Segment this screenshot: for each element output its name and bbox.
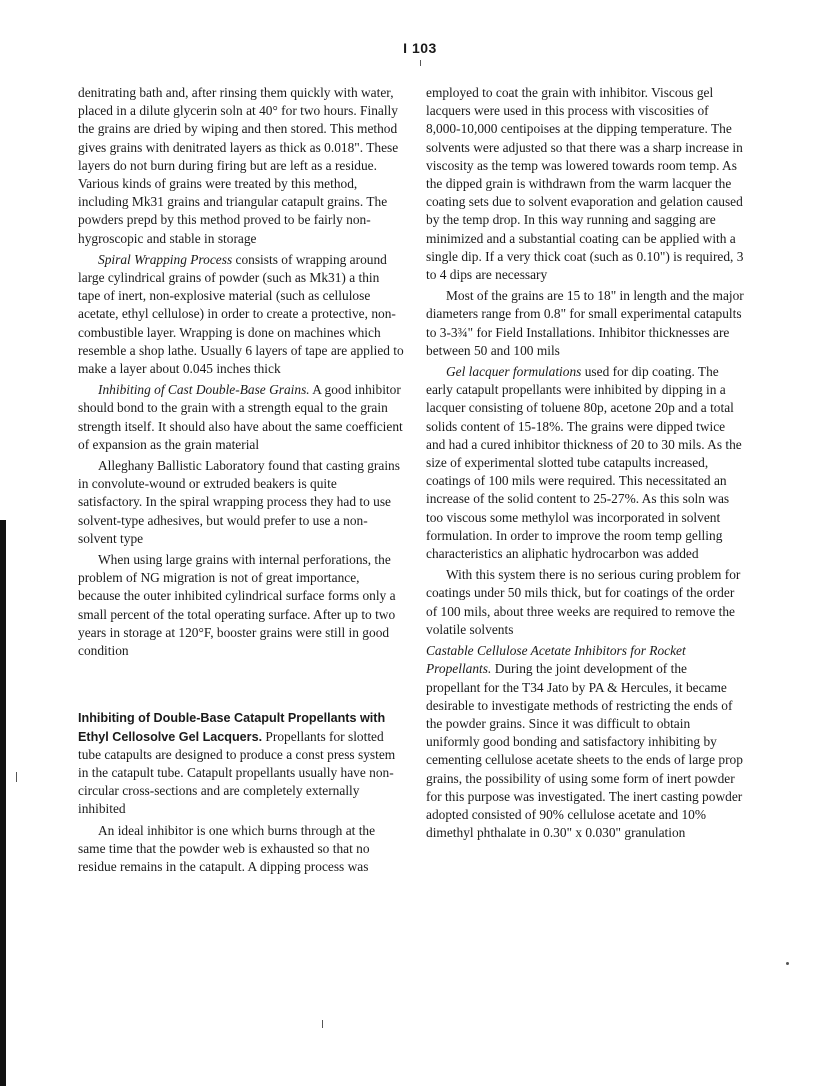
paragraph-text: A good inhibitor should bond to the grain with a strength equal to the grain strength itself. It should also have about the same coefficient of expansion as the grain material	[78, 382, 403, 452]
paragraph-castable-cellulose	[426, 642, 744, 842]
scan-mark	[322, 1020, 323, 1028]
right-column	[426, 84, 744, 845]
paragraph-ideal-inhibitor: An ideal inhibitor is one which burns through at the same time that the powder web is exhausted so that no residue remains in the catapult. A dipping process was	[78, 822, 376, 874]
run-in-title: Inhibiting of Cast Double-Base Grains.	[98, 382, 310, 398]
paragraph-large-grains: When using large grains with internal perforations, the problem of NG migration is not of great importance, because the outer inhibited cylindrical surface forms only a small percent of the total operating surface. After up to two years in storage at 120°F, booster grains were still in good condition	[78, 552, 396, 659]
scan-mark	[16, 772, 17, 782]
section-gap	[78, 663, 404, 709]
paragraph-curing: With this system there is no serious curing problem for coatings under 50 mils thick, but for coatings of the order of 100 mils, about three weeks are required to remove the volatile solvents	[426, 567, 741, 637]
paragraph-catapult-section	[78, 709, 404, 818]
run-in-title: Spiral Wrapping Process	[98, 251, 233, 267]
paragraph-text: consists of wrapping around large cylindrical grains of powder (such as Mk31) a thin tape of inert, non-explosive material (such as cellulose acetate, ethyl cellulose) in order to create a protective, non-combustible layer. Wrapping is done on machines which resemble a shop lathe. Usually 6 layers of tape are applied to make a layer about 0.045 inches thick	[78, 251, 404, 377]
paragraph-text: used for dip coating. The early catapult propellants were inhibited by dipping in a lacquer consisting of toluene 80p, acetone 20p and a total solids content of 15-18%. The grains were dipped twice and had a cured inhibitor thickness of 20 to 30 mils. As the size of experimental slotted tube catapults increased, coatings of 100 mils were required. This necessitated an increase of the solid content to 25-27%. As this soln was too viscous some methylol was incorporated in solvent formulation. In order to improve the room temp gelling characteristics an aliphatic hydrocarbon was added	[426, 364, 742, 562]
paragraph-text: During the joint development of the propellant for the T34 Jato by PA & Hercules, it became desirable to investigate methods of restricting the ends of the powder grains. Since it was difficult to obtain uniformly good bonding and satisfactory inhibiting by cementing cellulose acetate sheets to the ends of large prop grains, the possibility of using some form of inert powder for this purpose was investigated. The inert casting powder adopted consisted of 90% cellulose acetate and 10% dimethyl phthalate in 0.30" x 0.030" granulation	[426, 661, 743, 841]
paragraph-spiral-wrapping	[78, 251, 404, 378]
paragraph-cast-double-base	[78, 381, 404, 454]
left-column	[78, 84, 404, 879]
section-heading: Inhibiting of Double-Base Catapult Propellants with Ethyl Cellosolve Gel Lacquers.	[78, 711, 386, 744]
paragraph-gel-lacquer	[426, 363, 744, 563]
paragraph-dipping: employed to coat the grain with inhibitor. Viscous gel lacquers were used in this process with viscosities of 8,000-10,000 centipoises at the dipping temperature. The solvents were adjusted so that there was a sharp increase in viscosity as the temp was lowered towards room temp. As the dipped grain is withdrawn from the warm lacquer the coating sets due to solvent evaporation and gelation caused by the temp drop. In this way running and sagging are minimized and a substantial coating can be applied with a single dip. If a very thick coat (such as 0.10") is required, 3 to 4 dips are necessary	[426, 85, 744, 283]
scan-binding-edge	[0, 520, 6, 1086]
scan-mark	[786, 962, 789, 965]
paragraph-alleghany: Alleghany Ballistic Laboratory found that casting grains in convolute-wound or extruded beakers is quite satisfactory. In the spiral wrapping process they had to use solvent-type adhesives, but would prefer to use a non-solvent type	[78, 458, 400, 546]
paragraph-denitrating: denitrating bath and, after rinsing them quickly with water, placed in a dilute glycerin soln at 40° for two hours. Finally the grains are dried by wiping and then stored. This method gives grains with denitrated layers as thick as 0.018". These layers do not burn during firing but are left as a residue. Various kinds of grains were treated by this method, including Mk31 grains and triangular catapult grains. The powders prepd by this method proved to be fairly non-hygroscopic and stable in storage	[78, 85, 399, 246]
run-in-title: Castable Cellulose Acetate Inhibitors for Rocket Propellants.	[426, 643, 686, 677]
run-in-title: Gel lacquer formulations	[446, 364, 582, 380]
paragraph-grain-sizes: Most of the grains are 15 to 18" in length and the major diameters range from 0.8" for small experimental catapults to 3-3¾" for Field Installations. Inhibitor thicknesses are between 50 and 100 mils	[426, 288, 744, 358]
page-number: I 103	[403, 40, 437, 56]
scan-mark	[420, 60, 421, 66]
paragraph-text: Propellants for slotted tube catapults are designed to produce a const press system in the catapult tube. Catapult propellants usually have non-circular cross-sections and are completely externally inhibited	[78, 728, 396, 817]
